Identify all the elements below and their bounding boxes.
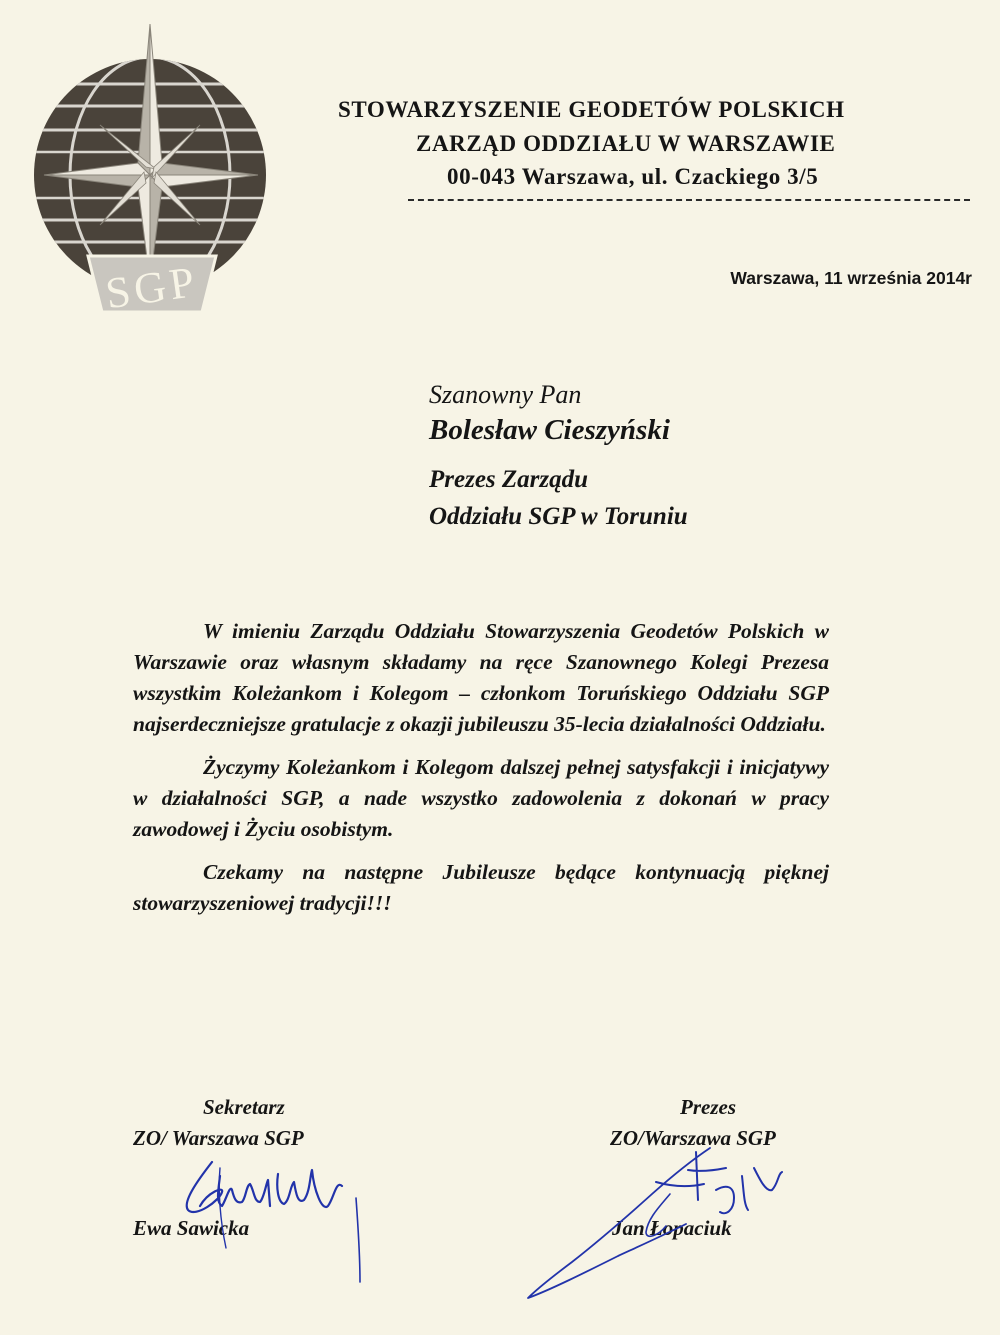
addressee-name: Bolesław Cieszyński <box>429 414 670 446</box>
right-signer-role: Prezes <box>680 1095 736 1119</box>
sgp-logo-text: SGP <box>102 256 202 319</box>
body-paragraph-1: W imieniu Zarządu Oddziału Stowarzyszenia Geodetów Polskich w Warszawie oraz własnym składamy na ręce Szanownego Kolegi Prezesa wszystkim Koleżankom i Kolegom – członkom Toruńskiego Oddziału SGP najserdeczniejsze gratulacje z okazji jubileuszu 35-lecia działalności Oddziału. <box>133 619 829 736</box>
left-signer-role: Sekretarz <box>203 1095 285 1119</box>
addressee-title-line1: Prezes Zarządu <box>429 466 589 493</box>
letter-body <box>133 616 829 931</box>
right-signer-org: ZO/Warszawa SGP <box>610 1126 776 1150</box>
addressee-title-line2: Oddziału SGP w Toruniu <box>429 503 688 530</box>
right-signature-image <box>520 1140 800 1310</box>
addressee-salutation: Szanowny Pan <box>429 380 582 409</box>
header-divider <box>408 199 970 201</box>
organization-name: STOWARZYSZENIE GEODETÓW POLSKICH <box>338 97 845 122</box>
letter-date: Warszawa, 11 września 2014r <box>730 268 972 288</box>
branch-name: ZARZĄD ODDZIAŁU W WARSZAWIE <box>416 131 836 156</box>
right-signer-name: Jan Łopaciuk <box>612 1216 732 1240</box>
organization-address: 00-043 Warszawa, ul. Czackiego 3/5 <box>447 164 819 189</box>
body-paragraph-3: Czekamy na następne Jubileusze będące kontynuacją pięknej stowarzyszeniowej tradycji!!! <box>133 860 829 915</box>
left-signer-org: ZO/ Warszawa SGP <box>133 1126 304 1150</box>
sgp-logo <box>28 20 278 330</box>
body-paragraph-2: Życzymy Koleżankom i Kolegom dalszej pełnej satysfakcji i inicjatywy w działalności SGP, a nade wszystko zadowolenia z dokonań w pracy zawodowej i Życiu osobistym. <box>133 755 829 841</box>
left-signer-name: Ewa Sawicka <box>133 1216 250 1240</box>
left-signature-image <box>160 1140 380 1290</box>
